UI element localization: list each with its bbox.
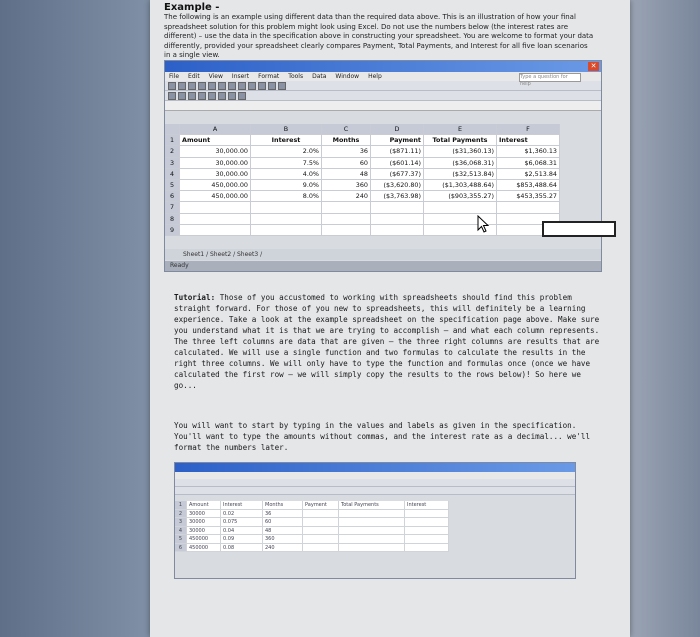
menu-item-data[interactable]: Data bbox=[312, 73, 327, 80]
menu-item-view[interactable]: View bbox=[208, 73, 223, 80]
underline-icon[interactable] bbox=[188, 92, 196, 100]
cell[interactable]: 0.08 bbox=[221, 544, 263, 553]
table-row bbox=[175, 544, 575, 553]
cell[interactable]: 360 bbox=[263, 535, 303, 544]
cell[interactable] bbox=[497, 202, 560, 213]
cell[interactable]: 60 bbox=[322, 157, 371, 168]
status-bar: Ready bbox=[165, 261, 601, 271]
excel-title-bar bbox=[165, 61, 601, 72]
cell[interactable] bbox=[424, 202, 497, 213]
cell[interactable]: 30,000.00 bbox=[180, 146, 251, 157]
row-number[interactable]: 3 bbox=[165, 157, 180, 168]
cell[interactable]: ($31,360.13) bbox=[424, 146, 497, 157]
currency-icon[interactable] bbox=[228, 92, 236, 100]
cell[interactable]: Interest bbox=[405, 501, 449, 510]
excel2-menu-bar bbox=[175, 472, 575, 479]
cell[interactable] bbox=[339, 510, 405, 519]
cut-icon[interactable] bbox=[208, 82, 216, 90]
excel-standard-toolbar bbox=[165, 81, 601, 91]
excel2-grid bbox=[175, 501, 575, 552]
cell[interactable] bbox=[405, 510, 449, 519]
cell[interactable]: Interest bbox=[221, 501, 263, 510]
cell[interactable]: 36 bbox=[322, 146, 371, 157]
cell[interactable]: 0.09 bbox=[221, 535, 263, 544]
menu-item-tools[interactable]: Tools bbox=[288, 73, 304, 80]
tutorial-paragraph bbox=[174, 292, 600, 391]
example-paragraph: The following is an example using different data than the required data above. This is an illustration of how your final spreadsheet solution for this problem might look using Excel. Do not use the numbers below (the interest rates are different) – use the data in the specification above in constructing your spreadsheet. You are welcome to format your data differently, provided your spreadsheet clearly compares Payment, Total Payments, and Interest for all five loan scenarios in a single view. bbox=[164, 13, 594, 59]
table-row bbox=[165, 146, 560, 157]
cell[interactable]: ($1,303,488.64) bbox=[424, 179, 497, 190]
sort-icon[interactable] bbox=[258, 82, 266, 90]
cell[interactable] bbox=[405, 535, 449, 544]
cell[interactable]: 2.0% bbox=[251, 146, 322, 157]
cell[interactable]: ($871.11) bbox=[371, 146, 424, 157]
table-row bbox=[165, 191, 560, 202]
table-row bbox=[165, 213, 560, 224]
row-number[interactable]: 3 bbox=[175, 518, 187, 527]
table-row bbox=[165, 202, 560, 213]
cell[interactable] bbox=[339, 544, 405, 553]
align-right-icon[interactable] bbox=[218, 92, 226, 100]
cell[interactable]: 30,000.00 bbox=[180, 157, 251, 168]
zoom-icon[interactable] bbox=[278, 82, 286, 90]
cell[interactable]: 0.04 bbox=[221, 527, 263, 536]
save-icon[interactable] bbox=[188, 82, 196, 90]
copy-icon[interactable] bbox=[218, 82, 226, 90]
cell[interactable] bbox=[371, 202, 424, 213]
cell[interactable] bbox=[303, 527, 339, 536]
cell[interactable] bbox=[180, 202, 251, 213]
close-icon[interactable]: ✕ bbox=[588, 62, 599, 71]
italic-icon[interactable] bbox=[178, 92, 186, 100]
row-number[interactable]: 2 bbox=[165, 146, 180, 157]
cell[interactable]: 240 bbox=[263, 544, 303, 553]
row-number[interactable]: 2 bbox=[175, 510, 187, 519]
cell[interactable]: Months bbox=[263, 501, 303, 510]
cell[interactable] bbox=[303, 518, 339, 527]
table-row bbox=[175, 535, 575, 544]
selected-cell-outline bbox=[542, 221, 616, 237]
cell[interactable] bbox=[322, 202, 371, 213]
cell[interactable]: 60 bbox=[263, 518, 303, 527]
cell[interactable]: 0.075 bbox=[221, 518, 263, 527]
percent-icon[interactable] bbox=[238, 92, 246, 100]
formula-bar[interactable] bbox=[165, 101, 601, 111]
column-header-d[interactable]: D bbox=[371, 124, 424, 135]
cell[interactable] bbox=[405, 518, 449, 527]
column-header-e[interactable]: E bbox=[424, 124, 497, 135]
cell[interactable]: ($3,620.80) bbox=[371, 179, 424, 190]
table-row bbox=[165, 224, 560, 235]
row-number[interactable]: 9 bbox=[165, 224, 180, 235]
cell[interactable] bbox=[339, 527, 405, 536]
cell[interactable]: $2,513.84 bbox=[497, 168, 560, 179]
header-cell-amount[interactable]: Amount bbox=[180, 135, 251, 146]
cell[interactable]: 30000 bbox=[187, 518, 221, 527]
cell[interactable]: 450,000.00 bbox=[180, 191, 251, 202]
cell[interactable] bbox=[303, 535, 339, 544]
new-icon[interactable] bbox=[168, 82, 176, 90]
cell[interactable]: 0.02 bbox=[221, 510, 263, 519]
row-number[interactable]: 5 bbox=[165, 179, 180, 190]
cell[interactable]: ($3,763.98) bbox=[371, 191, 424, 202]
column-header-row bbox=[165, 124, 560, 135]
excel2-toolbar bbox=[175, 479, 575, 487]
cell[interactable]: 48 bbox=[322, 168, 371, 179]
cell[interactable] bbox=[180, 213, 251, 224]
cell[interactable]: 9.0% bbox=[251, 179, 322, 190]
cell[interactable] bbox=[251, 202, 322, 213]
cell[interactable]: Payment bbox=[303, 501, 339, 510]
table-row bbox=[165, 157, 560, 168]
example-heading: Example - bbox=[164, 2, 220, 13]
table-row bbox=[175, 518, 575, 527]
chart-icon[interactable] bbox=[268, 82, 276, 90]
cell[interactable]: 450,000.00 bbox=[180, 179, 251, 190]
document-page bbox=[150, 0, 630, 637]
bold-icon[interactable] bbox=[168, 92, 176, 100]
cell[interactable] bbox=[251, 224, 322, 235]
excel-menu-bar bbox=[165, 72, 601, 87]
row-number[interactable]: 1 bbox=[175, 501, 187, 510]
row-number[interactable]: 7 bbox=[165, 202, 180, 213]
cell[interactable]: Amount bbox=[187, 501, 221, 510]
row-number[interactable]: 6 bbox=[165, 191, 180, 202]
sheet-tabs[interactable]: Sheet1 / Sheet2 / Sheet3 / bbox=[165, 249, 601, 260]
cell[interactable] bbox=[180, 224, 251, 235]
cell[interactable]: 450000 bbox=[187, 535, 221, 544]
align-left-icon[interactable] bbox=[198, 92, 206, 100]
help-search-input[interactable]: Type a question for help bbox=[519, 73, 581, 82]
left-background bbox=[0, 0, 150, 637]
cell[interactable]: 8.0% bbox=[251, 191, 322, 202]
cell[interactable]: Total Payments bbox=[339, 501, 405, 510]
spreadsheet-grid bbox=[165, 124, 560, 236]
cell[interactable] bbox=[251, 213, 322, 224]
excel-formatting-toolbar bbox=[165, 91, 601, 101]
cell[interactable]: 30000 bbox=[187, 510, 221, 519]
cell[interactable]: 36 bbox=[263, 510, 303, 519]
table-row bbox=[175, 527, 575, 536]
menu-item-help[interactable]: Help bbox=[368, 73, 382, 80]
excel-screenshot-2 bbox=[174, 462, 576, 579]
menu-item-insert[interactable]: Insert bbox=[231, 73, 250, 80]
table-row bbox=[165, 168, 560, 179]
cell[interactable]: ($677.37) bbox=[371, 168, 424, 179]
header-cell-months[interactable]: Months bbox=[322, 135, 371, 146]
cell[interactable] bbox=[322, 224, 371, 235]
excel2-toolbar-2 bbox=[175, 487, 575, 495]
cell[interactable]: $1,360.13 bbox=[497, 146, 560, 157]
sum-icon[interactable] bbox=[248, 82, 256, 90]
menu-item-window[interactable]: Window bbox=[335, 73, 360, 80]
column-header-a[interactable]: A bbox=[180, 124, 251, 135]
cell[interactable] bbox=[371, 224, 424, 235]
tutorial-text: Those of you accustomed to working with spreadsheets should find this problem straight forward. For those of you new to spreadsheets, this will definitely be a learning experience. Take a look at the example spreadsheet on the specification page above. Make sure you understand what it is that we are trying to accomplish – and what each column represents. The three left columns are data that are given – the three right columns are results that are calculated. We will use a single function and two formulas to calculate the results in the right three columns. We will only have to type the function and formulas once (once we have calculated the first row – we will simply copy the results to the rows below)! So here we go... bbox=[174, 293, 600, 390]
row-number[interactable]: 8 bbox=[165, 213, 180, 224]
cell[interactable] bbox=[303, 510, 339, 519]
row-number[interactable]: 4 bbox=[175, 527, 187, 536]
cell[interactable]: 4.0% bbox=[251, 168, 322, 179]
column-header-c[interactable]: C bbox=[322, 124, 371, 135]
tutorial-paragraph-2: You will want to start by typing in the values and labels as given in the specification. You'll want to type the amounts without commas, and the interest rate as a decimal... we'll format the numbers later. bbox=[174, 421, 591, 452]
cell[interactable]: ($903,355.27) bbox=[424, 191, 497, 202]
header-cell-total-payments[interactable]: Total Payments bbox=[424, 135, 497, 146]
mouse-pointer-icon bbox=[477, 215, 491, 233]
cell[interactable]: 450000 bbox=[187, 544, 221, 553]
menu-item-file[interactable]: File bbox=[169, 73, 180, 80]
cell[interactable] bbox=[322, 213, 371, 224]
tutorial-label: Tutorial: bbox=[174, 293, 216, 302]
table-row bbox=[165, 179, 560, 190]
cell[interactable]: $6,068.31 bbox=[497, 157, 560, 168]
cell[interactable] bbox=[339, 535, 405, 544]
undo-icon[interactable] bbox=[238, 82, 246, 90]
align-center-icon[interactable] bbox=[208, 92, 216, 100]
select-all-corner[interactable] bbox=[165, 124, 180, 135]
print-icon[interactable] bbox=[198, 82, 206, 90]
row-number[interactable]: 6 bbox=[175, 544, 187, 553]
row-number[interactable]: 4 bbox=[165, 168, 180, 179]
cell[interactable] bbox=[303, 544, 339, 553]
column-header-b[interactable]: B bbox=[251, 124, 322, 135]
cell[interactable] bbox=[339, 518, 405, 527]
right-background bbox=[630, 0, 700, 637]
paste-icon[interactable] bbox=[228, 82, 236, 90]
cell[interactable]: ($36,068.31) bbox=[424, 157, 497, 168]
cell[interactable]: 240 bbox=[322, 191, 371, 202]
header-cell-payment[interactable]: Payment bbox=[371, 135, 424, 146]
cell[interactable]: 30,000.00 bbox=[180, 168, 251, 179]
table-row bbox=[175, 510, 575, 519]
menu-item-format[interactable]: Format bbox=[258, 73, 280, 80]
table-row bbox=[175, 501, 575, 510]
cell[interactable] bbox=[405, 544, 449, 553]
row-number[interactable]: 5 bbox=[175, 535, 187, 544]
cell[interactable]: 30000 bbox=[187, 527, 221, 536]
cell[interactable] bbox=[371, 213, 424, 224]
table-row bbox=[165, 135, 560, 146]
cell[interactable] bbox=[405, 527, 449, 536]
header-cell-interest-total[interactable]: Interest bbox=[497, 135, 560, 146]
excel2-title-bar bbox=[175, 463, 575, 472]
cell[interactable]: $453,355.27 bbox=[497, 191, 560, 202]
cell[interactable]: ($601.14) bbox=[371, 157, 424, 168]
cell[interactable]: 7.5% bbox=[251, 157, 322, 168]
open-icon[interactable] bbox=[178, 82, 186, 90]
cell[interactable]: 360 bbox=[322, 179, 371, 190]
header-cell-interest-rate[interactable]: Interest bbox=[251, 135, 322, 146]
excel-screenshot bbox=[164, 60, 602, 272]
row-number[interactable]: 1 bbox=[165, 135, 180, 146]
column-header-f[interactable]: F bbox=[497, 124, 560, 135]
cell[interactable]: ($32,513.84) bbox=[424, 168, 497, 179]
cell[interactable]: 48 bbox=[263, 527, 303, 536]
menu-item-edit[interactable]: Edit bbox=[188, 73, 200, 80]
cell[interactable]: $853,488.64 bbox=[497, 179, 560, 190]
